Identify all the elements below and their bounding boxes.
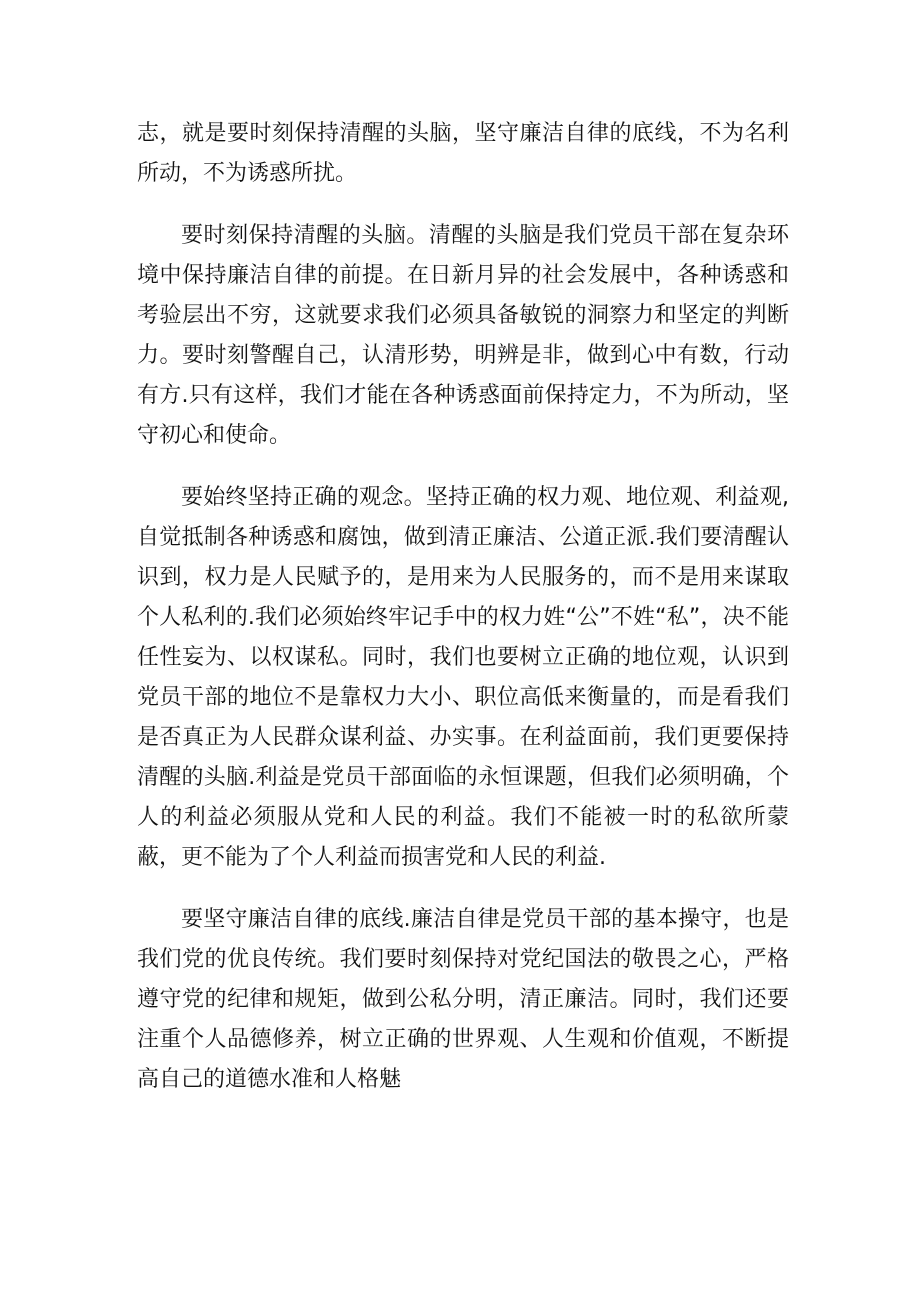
paragraph-2: 要时刻保持清醒的头脑。清醒的头脑是我们党员干部在复杂环境中保持廉洁自律的前提。在日新月异的社会发展中，各种诱惑和考验层出不穷，这就要求我们必须具备敏锐的洞察力和坚定的判断力。要时刻警醒自己，认清形势，明辨是非，做到心中有数，行动有方.只有这样，我们才能在各种诱惑面前保持定力，不为所动，坚守初心和使命。 xyxy=(137,223,789,448)
paragraph-4: 要坚守廉洁自律的底线.廉洁自律是党员干部的基本操守，也是我们党的优良传统。我们要时刻保持对党纪国法的敬畏之心，严格遵守党的纪律和规矩，做到公私分明，清正廉洁。同时，我们还要注重个人品德修养，树立正确的世界观、人生观和价值观，不断提高自己的道德水准和人格魅 xyxy=(137,907,789,1092)
paragraph-3: 要始终坚持正确的观念。坚持正确的权力观、地位观、利益观,自觉抵制各种诱惑和腐蚀，做到清正廉洁、公道正派.我们要清醒认识到，权力是人民赋予的，是用来为人民服务的，而不是用来谋取个人私利的.我们必须始终牢记手中的权力姓“公”不姓“私”，决不能任性妄为、以权谋私。同时，我们也要树立正确的地位观，认识到党员干部的地位不是靠权力大小、职位高低来衡量的，而是看我们是否真正为人民群众谋利益、办实事。在利益面前，我们更要保持清醒的头脑.利益是党员干部面临的永恒课题，但我们必须明确，个人的利益必须服从党和人民的利益。我们不能被一时的私欲所蒙蔽，更不能为了个人利益而损害党和人民的利益. xyxy=(137,485,789,870)
paragraph-1: 志，就是要时刻保持清醒的头脑，坚守廉洁自律的底线，不为名利所动，不为诱惑所扰。 xyxy=(137,121,789,186)
document-body xyxy=(137,114,789,1122)
